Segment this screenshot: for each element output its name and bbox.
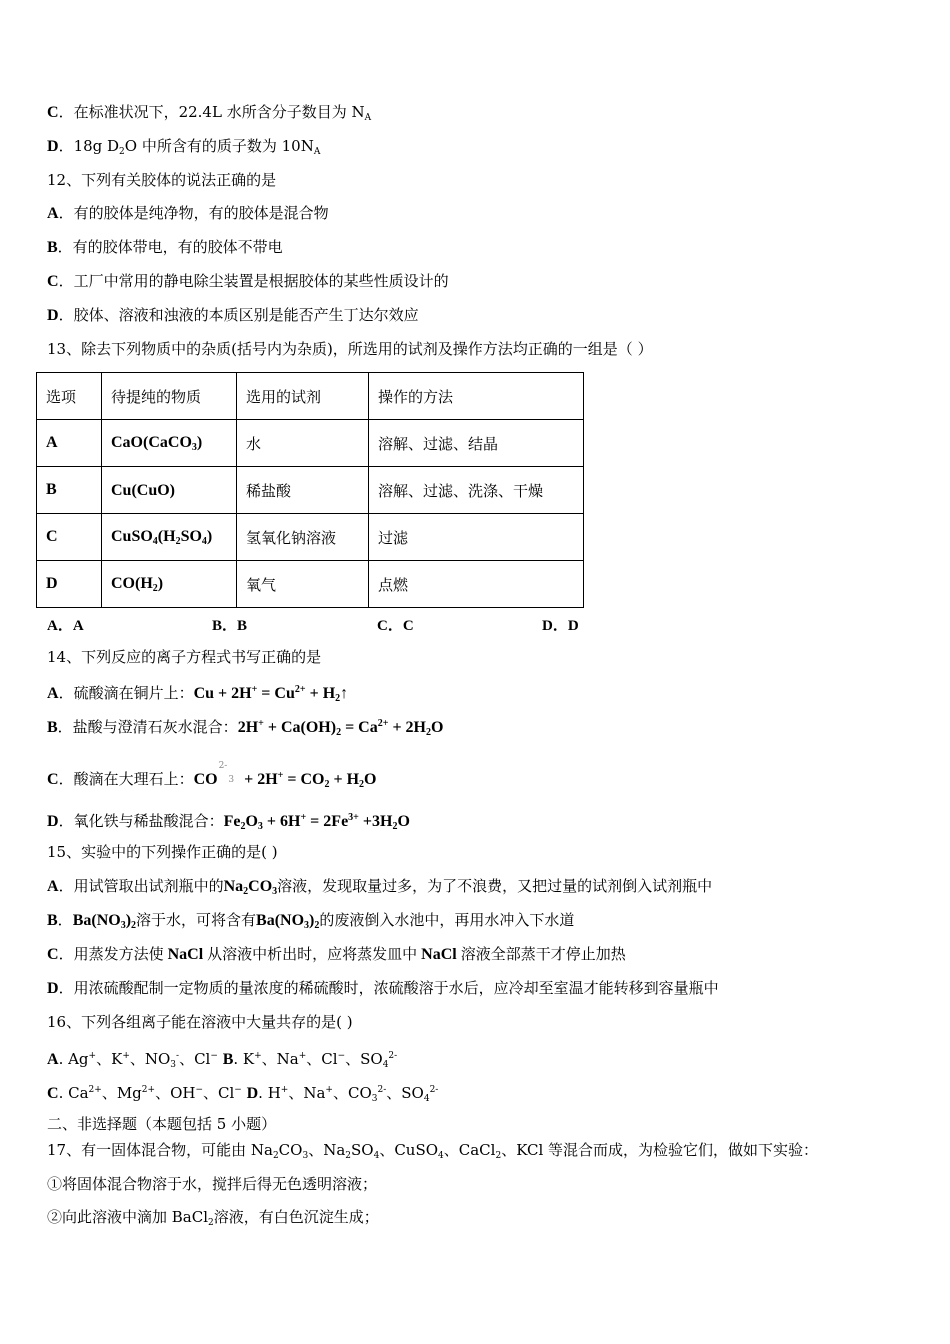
text-segment: 溶液全部蒸干才停止加热 [460,945,626,963]
text-segment: 2 [426,727,431,738]
text-segment: . Ca [58,1084,89,1102]
text-segment: + [88,1051,97,1061]
q14-option-b [47,714,443,743]
text-segment: D [246,1085,259,1102]
text-segment: 3 [228,775,235,785]
text-segment: ．用试管取出试剂瓶中的 [58,877,224,895]
text-segment: 2 [495,1151,502,1161]
table-row [37,514,584,561]
text-segment: 3 [371,1094,378,1104]
text-segment: 、Cl [203,1084,235,1102]
text-segment: +3H [358,813,393,830]
text-segment: A [47,205,59,222]
text-segment: ) [196,434,203,451]
text-segment: 、CO [332,1084,372,1102]
text-segment: − [234,1085,242,1095]
text-segment: Na [223,878,244,895]
text-segment: 14、下列反应的离子方程式书写正确的是 [47,648,322,666]
text-segment: 二、非选择题（本题包括 5 小题） [47,1115,277,1133]
text-segment: = Cu [257,685,295,702]
text-segment: CO [193,771,218,788]
text-segment: 3 [257,821,263,832]
text-segment: 2+ [88,1085,102,1095]
text-segment: 、Na [308,1141,346,1159]
text-segment: ↑ [340,685,349,702]
text-segment: 、Na [261,1050,299,1068]
text-segment: ．18g D [58,137,120,155]
substance-cell [102,514,237,561]
text-segment: ．盐酸与澄清石灰水混合： [57,718,238,736]
q13-stem [47,339,653,359]
text-segment: 15、实验中的下列操作正确的是( ) [47,843,278,861]
text-segment: 12、下列有关胶体的说法正确的是 [47,171,277,189]
option-cell: B [37,467,102,514]
text-segment: − [337,1051,346,1061]
q14-option-d [47,808,410,837]
q11-option-d [47,136,320,162]
q15-option-b [47,910,574,936]
text-segment: 3 [170,1060,177,1070]
text-segment: ．有的胶体带电，有的胶体不带电 [57,238,283,256]
text-segment: + [298,1051,307,1061]
text-segment: 4 [438,1151,444,1161]
text-segment: ．酸滴在大理石上： [58,770,194,788]
text-segment: B [47,239,58,256]
q17-stem [47,1140,818,1166]
q15-option-a [47,876,712,902]
q12-option-b [47,237,283,258]
text-segment: + 6H [262,813,301,830]
text-segment: SO [180,528,202,545]
q13-answer-b: B．B [212,618,248,634]
text-segment: 4 [152,536,158,547]
table-header: 待提纯的物质 [102,373,237,420]
option-cell: D [37,561,102,608]
q12-option-c [47,271,449,292]
text-segment: 、OH [155,1084,196,1102]
text-segment: O 中所含有的质子数为 10N [124,137,314,155]
q14-stem [47,647,321,667]
option-cell: C [37,514,102,561]
text-segment: = CO [283,771,325,788]
text-segment: A [313,147,321,157]
text-segment: A [364,113,372,123]
text-segment: + [277,770,284,781]
text-segment: 3+ [348,812,359,823]
text-segment: 2 [119,147,125,157]
text-segment: C [47,946,59,963]
text-segment: 4 [373,1151,380,1161]
text-segment: 4 [201,536,207,547]
table-header-row [37,373,584,420]
text-segment: + [258,718,264,729]
text-segment: 的废液倒入水池中，再用水冲入下水道 [319,911,575,929]
text-segment: C [47,273,59,290]
text-segment: 从溶液中析出时，应将蒸发皿中 [207,945,418,963]
text-segment: 2 [392,821,398,832]
text-segment: 2 [152,583,158,594]
text-segment: 2 [314,920,320,931]
option-cell: A [37,420,102,467]
text-segment: 3 [191,442,197,453]
q13-table [36,372,584,608]
text-segment: D [47,813,59,830]
reagent-cell: 水 [237,420,369,467]
text-segment: 、NO [129,1050,171,1068]
text-segment: 2 [345,1151,351,1161]
text-segment: 2+ [377,718,389,729]
text-segment: + [254,1051,262,1061]
text-segment: 、Na [288,1084,326,1102]
text-segment: 13、除去下列物质中的杂质(括号内为杂质)，所选用的试剂及操作方法均正确的一组是（ ） [47,340,653,358]
table-header: 选项 [37,373,102,420]
section-2-heading [47,1114,276,1134]
text-segment: 3 [272,886,278,897]
text-segment: O [397,813,410,830]
text-segment: CaO(CaCO [111,434,192,451]
text-segment: ) [309,912,315,929]
q13-answer-c: C．C [377,618,414,634]
text-segment: 2 [243,886,249,897]
text-segment: D [47,138,59,155]
text-segment: . H [258,1084,281,1102]
text-segment: ) [206,528,213,545]
text-segment: − [210,1051,218,1061]
text-segment: 、KCl 等混合而成，为检验它们，做如下实验： [501,1141,819,1159]
text-segment: 2- [377,1085,387,1095]
text-segment: 2+ [141,1085,156,1095]
text-segment: = 2Fe [306,813,349,830]
text-segment: 、SO [345,1050,383,1068]
method-cell: 溶解、过滤、洗涤、干燥 [369,467,584,514]
text-segment: 3 [304,920,310,931]
text-segment: + 2H [240,771,278,788]
substance-cell [102,467,237,514]
text-segment: + [300,812,307,823]
text-segment: 、CuSO [379,1141,439,1159]
text-segment: 2 [359,779,365,790]
text-segment: CO [248,878,273,895]
q15-option-c [47,944,626,965]
text-segment: - [176,1051,180,1061]
text-segment: (H [157,528,176,545]
text-segment: 2- [388,1051,398,1061]
q14-option-a [47,680,348,709]
text-segment: O [245,813,258,830]
text-segment: 溶液，有白色沉淀生成； [213,1208,379,1226]
text-segment: 2H [237,719,259,736]
text-segment: 3 [302,1151,309,1161]
method-cell: 过滤 [369,514,584,561]
text-segment: 、K [96,1050,123,1068]
text-segment: 2 [175,536,181,547]
q11-option-c [47,102,371,128]
text-segment: 、SO [386,1084,424,1102]
text-segment: + [122,1051,130,1061]
method-cell: 点燃 [369,561,584,608]
text-segment: Cu + 2H [193,685,252,702]
q15-option-d [47,978,719,999]
text-segment: Cu(CuO) [111,481,176,499]
text-segment: ) [125,912,132,929]
text-segment: = Ca [341,719,378,736]
text-segment: 溶于水，可将含有 [136,911,257,929]
text-segment: 2 [240,821,246,832]
method-cell: 溶解、过滤、结晶 [369,420,584,467]
text-segment: + Ca(OH) [263,719,337,736]
text-segment: ．有的胶体是纯净物，有的胶体是混合物 [58,204,329,222]
text-segment: 2 [272,1151,279,1161]
q12-stem [47,170,276,190]
text-segment: Ba(NO [72,912,121,929]
text-segment: 4 [382,1060,389,1070]
text-segment: Ba(NO [256,912,305,929]
text-segment: D [47,307,59,324]
text-segment: − [195,1085,203,1095]
text-segment: ．硫酸滴在铜片上： [58,684,194,702]
text-segment: + [280,1085,289,1095]
reagent-cell: 氢氧化钠溶液 [237,514,369,561]
table-header: 选用的试剂 [237,373,369,420]
q17-step-1 [47,1174,377,1194]
text-segment: ) [157,575,164,592]
text-segment: A [47,685,59,702]
text-segment: ．用浓硫酸配制一定物质的量浓度的稀硫酸时，浓硫酸溶于水后，应冷却至室温才能转移到容量瓶中 [58,979,719,997]
text-segment: . K [233,1050,255,1068]
q16-options-ab [47,1046,397,1075]
text-segment: ．用蒸发方法使 [58,945,164,963]
text-segment: 、CaCl [443,1141,496,1159]
text-segment: CO(H [111,575,153,592]
text-segment: O [364,771,377,788]
text-segment: ①将固体混合物溶于水，搅拌后得无色透明溶液； [47,1175,378,1193]
q12-option-d [47,305,419,326]
text-segment: + [325,1085,333,1095]
text-segment: CO [278,1141,303,1159]
text-segment: Fe [223,813,241,830]
table-header: 操作的方法 [369,373,584,420]
text-segment: 溶液，发现取量过多，为了不浪费，又把过量的试剂倒入试剂瓶中 [277,877,713,895]
table-row [37,561,584,608]
text-segment: 2 [324,779,330,790]
text-segment: 、Cl [179,1050,211,1068]
text-segment: + H [329,771,360,788]
q15-stem [47,842,278,862]
text-segment: 2+ [294,684,306,695]
q16-options-cd [47,1080,438,1109]
text-segment: + [251,684,258,695]
text-segment: 、Cl [306,1050,338,1068]
substance-cell [102,561,237,608]
text-segment: 2 [336,727,342,738]
text-segment: + 2H [388,719,426,736]
text-segment: . Ag [58,1050,89,1068]
reagent-cell: 稀盐酸 [237,467,369,514]
text-segment: ．在标准状况下，22.4L 水所含分子数目为 N [58,103,365,121]
text-segment: A [47,878,59,895]
text-segment: C [47,1085,59,1102]
text-segment: ． [57,911,73,929]
text-segment: C [47,104,59,121]
text-segment: 16、下列各组离子能在溶液中大量共存的是( ) [47,1013,353,1031]
text-segment: 17、有一固体混合物，可能由 Na [47,1141,273,1159]
text-segment: CuSO [111,528,153,545]
text-segment: ②向此溶液中滴加 BaCl [47,1208,209,1226]
text-segment: 4 [423,1094,430,1104]
text-segment: A [47,1051,59,1068]
text-segment: 3 [120,920,126,931]
text-segment: + H [305,685,336,702]
text-segment: B [47,719,58,736]
text-segment: 、Mg [101,1084,142,1102]
text-segment: D [47,980,59,997]
text-segment: 2- [218,761,228,771]
text-segment: SO [351,1141,374,1159]
text-segment: 2 [335,693,341,704]
text-segment: ．氧化铁与稀盐酸混合： [58,812,224,830]
text-segment: 2 [208,1218,214,1228]
q17-step-2 [47,1207,379,1233]
q12-option-a [47,203,329,224]
text-segment: 2 [131,920,137,931]
text-segment: ．胶体、溶液和浊液的本质区别是能否产生丁达尔效应 [58,306,419,324]
table-row [37,467,584,514]
text-segment: C [47,771,59,788]
q14-option-c [47,761,377,795]
text-segment: 2- [429,1085,439,1095]
text-segment: NaCl [163,946,208,963]
text-segment: B [47,912,58,929]
text-segment: O [431,719,444,736]
q16-stem [47,1012,353,1032]
substance-cell [102,420,237,467]
text-segment: NaCl [417,946,461,963]
reagent-cell: 氧气 [237,561,369,608]
q13-answer-a: A．A [47,618,84,634]
text-segment: B [222,1051,234,1068]
text-segment: ．工厂中常用的静电除尘装置是根据胶体的某些性质设计的 [58,272,449,290]
table-row [37,420,584,467]
q13-answer-d: D．D [542,618,579,634]
